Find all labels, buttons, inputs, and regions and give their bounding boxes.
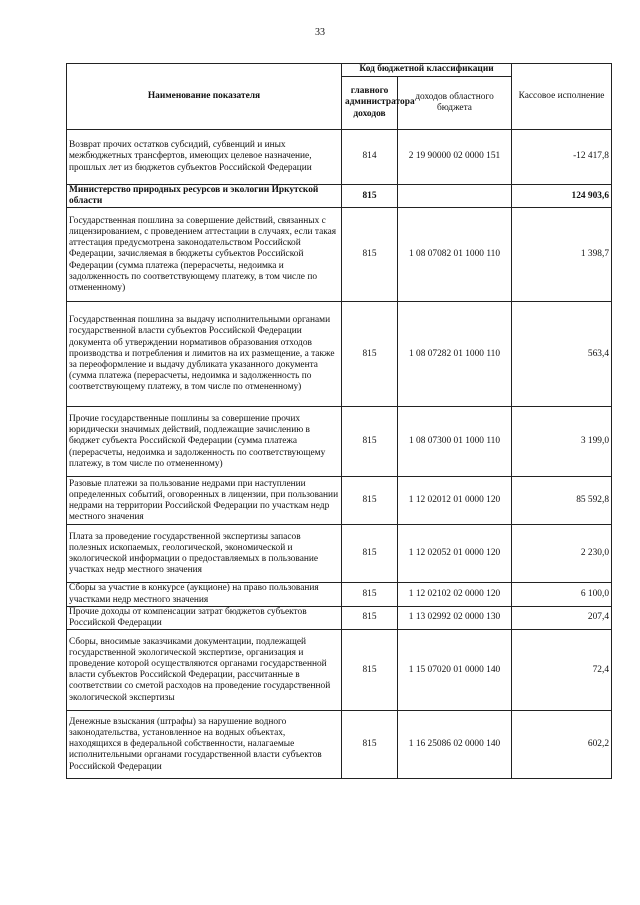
row-admin-code: 815 [342,302,398,407]
row-admin-code: 815 [342,606,398,629]
row-execution-value: 124 903,6 [512,185,612,208]
row-income-code: 1 15 07020 01 0000 140 [398,630,512,711]
row-income-code: 2 19 90000 02 0000 151 [398,130,512,185]
page-number: 33 [315,27,325,38]
header-code-group: Код бюджетной классификации [342,64,512,77]
row-income-code: 1 13 02992 02 0000 130 [398,606,512,629]
table-row [67,130,612,185]
row-admin-code: 815 [342,525,398,583]
row-admin-code: 815 [342,477,398,525]
row-admin-code: 815 [342,583,398,606]
row-admin-code: 815 [342,711,398,779]
row-execution-value: 207,4 [512,606,612,629]
row-income-code [398,185,512,208]
row-admin-code: 815 [342,630,398,711]
row-name: Денежные взыскания (штрафы) за нарушение водного законодательства, установленное на водных объектах, находящихся в федеральной собственности, налагаемые исполнительными органами государственной власти субъектов Российской Федерации [67,711,342,779]
table-row [67,407,612,477]
row-name: Сборы, вносимые заказчиками документации, подлежащей государственной экологической экспертизе, организация и проведение которой осуществляются органами государственной власти субъектов Российской Федерации, рассчитанные в соответствии со сметой расходов на проведение государственной экологической экспертизы [67,630,342,711]
row-execution-value: 6 100,0 [512,583,612,606]
row-name: Разовые платежи за пользование недрами при наступлении определенных событий, оговоренных в лицензии, при пользовании недрами на территории Российской Федерации по участкам недр местного значения [67,477,342,525]
header-income: доходов областного бюджета [398,77,512,130]
row-admin-code: 814 [342,130,398,185]
row-name: Государственная пошлина за выдачу исполнительными органами государственной власти субъектов Российской Федерации документа об утверждении нормативов образования отходов производства и потребления и лимитов на их размещение, а также за переоформление и выдачу дубликата указанного документа (сумма платежа (перерасчеты, недоимка и задолженность по соответствующему платежу, в том числе по отмененному) [67,302,342,407]
row-income-code: 1 08 07300 01 1000 110 [398,407,512,477]
table-row [67,302,612,407]
table-row [67,711,612,779]
row-admin-code: 815 [342,208,398,302]
row-admin-code: 815 [342,407,398,477]
table-row [67,583,612,606]
row-execution-value: 3 199,0 [512,407,612,477]
row-income-code: 1 12 02052 01 0000 120 [398,525,512,583]
row-name: Сборы за участие в конкурсе (аукционе) на право пользования участками недр местного значения [67,583,342,606]
header-execution: Кассовое исполнение [512,64,612,130]
row-execution-value: -12 417,8 [512,130,612,185]
table-row [67,477,612,525]
row-name: Возврат прочих остатков субсидий, субвенций и иных межбюджетных трансфертов, имеющих целевое назначение, прошлых лет из бюджетов субъектов Российской Федерации [67,130,342,185]
row-name: Прочие доходы от компенсации затрат бюджетов субъектов Российской Федерации [67,606,342,629]
row-execution-value: 563,4 [512,302,612,407]
row-name: Государственная пошлина за совершение действий, связанных с лицензированием, с проведением аттестации в случаях, если такая аттестация предусмотрена законодательством Российской Федерации, зачисляемая в бюджеты субъектов Российской Федерации (сумма платежа (перерасчеты, недоимка и задолженность по соответствующему платежу, в том числе по отмененному) [67,208,342,302]
table-row [67,208,612,302]
row-admin-code: 815 [342,185,398,208]
row-execution-value: 85 592,8 [512,477,612,525]
row-name: Прочие государственные пошлины за совершение прочих юридически значимых действий, подлежащие зачислению в бюджет субъекта Российской Федерации (сумма платежа (перерасчеты, недоимка и задолженность по соответствующему платежу, в том числе по отмененному) [67,407,342,477]
header-admin: главного администратора доходов [342,77,398,130]
row-execution-value: 1 398,7 [512,208,612,302]
row-income-code: 1 12 02102 02 0000 120 [398,583,512,606]
table-row [67,630,612,711]
budget-table [66,63,612,779]
table-row [67,606,612,629]
table-row [67,185,612,208]
row-income-code: 1 08 07082 01 1000 110 [398,208,512,302]
row-name: Министерство природных ресурсов и экологии Иркутской области [67,185,342,208]
table-row [67,525,612,583]
row-income-code: 1 12 02012 01 0000 120 [398,477,512,525]
row-execution-value: 2 230,0 [512,525,612,583]
row-income-code: 1 08 07282 01 1000 110 [398,302,512,407]
row-name: Плата за проведение государственной экспертизы запасов полезных ископаемых, геологической, экономической и экологической информации о предоставляемых в пользование участках недр местного значения [67,525,342,583]
row-execution-value: 602,2 [512,711,612,779]
row-execution-value: 72,4 [512,630,612,711]
header-name: Наименование показателя [67,64,342,130]
row-income-code: 1 16 25086 02 0000 140 [398,711,512,779]
